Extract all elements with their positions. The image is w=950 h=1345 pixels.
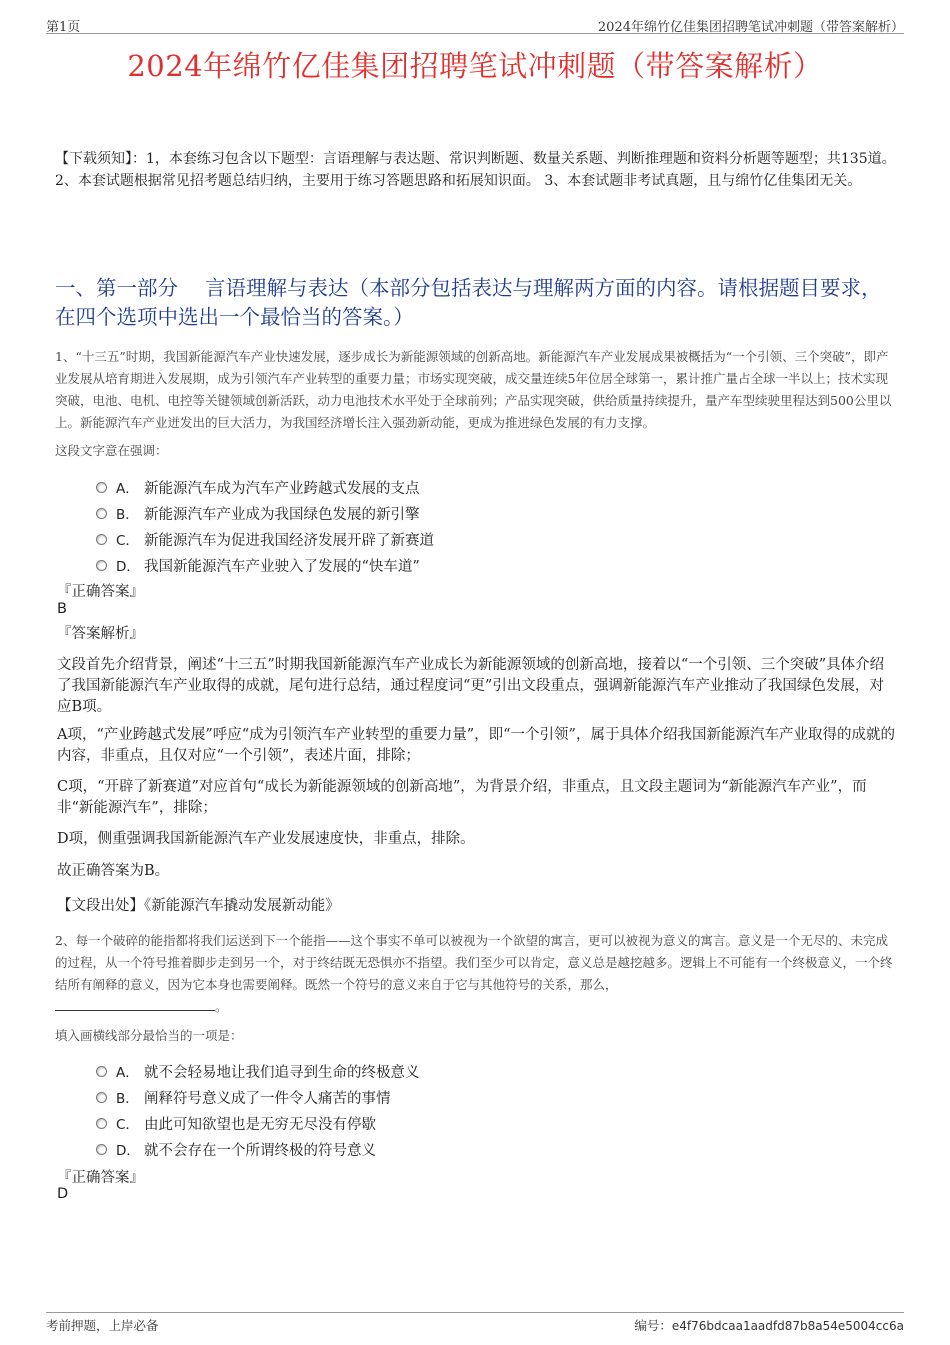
radio-button-icon[interactable] — [96, 1118, 107, 1129]
analysis-conclusion: 故正确答案为B。 — [57, 863, 170, 879]
analysis-paragraph: D项，侧重强调我国新能源汽车产业发展速度快，非重点，排除。 — [57, 831, 475, 847]
radio-button-icon[interactable] — [96, 1092, 107, 1103]
question-2-text: 2、每一个破碎的能指都将我们运送到下一个能指——这个事实不单可以被视为一个欲望的寓言，更可以被视为意义的寓言。意义是一个无尽的、未完成的过程，从一个符号推着脚步走到另一个，对于终结既无恐惧亦不指望。我们至少可以肯定，意义总是越挖越多。逻辑上不可能有一个终极意义，一个终结所有阐释的意义，因为它本身也需要阐释。既然一个符号的意义来自于它与其他符号的关系，那么， 。 — [55, 933, 893, 1014]
analysis-source: 【文段出处】《新能源汽车撬动发展新动能》 — [57, 898, 340, 914]
option-c[interactable]: C． 新能源汽车为促进我国经济发展开辟了新赛道 — [96, 527, 796, 553]
radio-button-icon[interactable] — [96, 1144, 107, 1155]
header-doc-title: 2024年绵竹亿佳集团招聘笔试冲刺题（带答案解析） — [597, 20, 904, 35]
question-2-options — [96, 1059, 796, 1163]
analysis-paragraph: C项，“开辟了新赛道”对应首句“成长为新能源领域的创新高地”，为背景介绍，非重点，且文段主题词为“新能源汽车产业”，而非“新能源汽车”，排除； — [57, 779, 867, 816]
radio-button-icon[interactable] — [96, 560, 107, 571]
question-1-text: 1、“十三五”时期，我国新能源汽车产业快速发展，逐步成长为新能源领域的创新高地。新能源汽车产业发展成果被概括为“一个引领、三个突破”，即产业发展从培育期进入发展期，成为引领汽车产业转型的重要力量；市场实现突破，成交量连续5年位居全球第一，累计推广量占全球一半以上；技术实现突破，电池、电机、电控等关键领域创新活跃，动力电池技术水平处于全球前列；产品实现突破，供给质量持续提升，量产车型续驶里程达到500公里以上。新能源汽车产业迸发出的巨大活力，为我国经济增长注入强劲新动能，更成为推进绿色发展的有力支撑。 — [55, 349, 892, 430]
page-number: 第1页 — [46, 20, 81, 35]
question-2-answer-label: 『正确答案』 — [57, 1170, 144, 1186]
analysis-paragraph: 文段首先介绍背景，阐述“十三五”时期我国新能源汽车产业成长为新能源领域的创新高地，接着以“一个引领、三个突破”具体介绍了我国新能源汽车产业取得的成就，尾句进行总结，通过程度词“更”引出文段重点，强调新能源汽车产业推动了我国绿色发展，对应B项。 — [57, 657, 885, 715]
question-1-options — [96, 475, 796, 579]
radio-button-icon[interactable] — [96, 482, 107, 493]
option-b[interactable]: B． 新能源汽车产业成为我国绿色发展的新引擎 — [96, 501, 796, 527]
footer-code: 编号：e4f76bdcaa1aadfd87b8a54e5004cc6a — [634, 1318, 904, 1333]
option-d[interactable]: D． 我国新能源汽车产业驶入了发展的“快车道” — [96, 553, 796, 579]
page-header — [46, 14, 904, 34]
radio-button-icon[interactable] — [96, 1066, 107, 1077]
question-1-analysis-label: 『答案解析』 — [57, 626, 144, 642]
question-1-answer-label: 『正确答案』 — [57, 584, 144, 600]
option-a[interactable]: A． 新能源汽车成为汽车产业跨越式发展的支点 — [96, 475, 796, 501]
document-title: 2024年绵竹亿佳集团招聘笔试冲刺题（带答案解析） — [127, 49, 823, 83]
option-d[interactable]: D． 就不会存在一个所谓终极的符号意义 — [96, 1137, 796, 1163]
analysis-paragraph: A项，“产业跨越式发展”呼应“成为引领汽车产业转型的重要力量”，即“一个引领”，属于具体介绍我国新能源汽车产业取得的成就的内容，非重点，且仅对应“一个引领”，表述片面，排除； — [57, 727, 895, 764]
option-a[interactable]: A． 就不会轻易地让我们追寻到生命的终极意义 — [96, 1059, 796, 1085]
footer-slogan: 考前押题，上岸必备 — [46, 1318, 159, 1333]
option-b[interactable]: B． 阐释符号意义成了一件令人痛苦的事情 — [96, 1085, 796, 1111]
fill-in-blank — [55, 999, 215, 1011]
question-1-answer: B — [57, 601, 67, 617]
radio-button-icon[interactable] — [96, 508, 107, 519]
option-c[interactable]: C． 由此可知欲望也是无穷无尽没有停歇 — [96, 1111, 796, 1137]
question-2-prompt: 填入画横线部分最恰当的一项是： — [55, 1028, 243, 1043]
radio-button-icon[interactable] — [96, 534, 107, 545]
download-notice: 【下载须知】：1，本套练习包含以下题型：言语理解与表达题、常识判断题、数量关系题、判断推理题和资料分析题等题型；共135道。 2、本套试题根据常见招考题总结归纳，主要用于练习答题思路和拓展知识面。 3、本套试题非考试真题，且与绵竹亿佳集团无关。 — [55, 151, 896, 189]
section-heading: 一、第一部分 言语理解与表达（本部分包括表达与理解两方面的内容。请根据题目要求，在四个选项中选出一个最恰当的答案。） — [55, 276, 882, 329]
page-footer — [46, 1312, 904, 1332]
question-1-prompt: 这段文字意在强调： — [55, 443, 168, 458]
question-2-answer: D — [57, 1186, 69, 1202]
